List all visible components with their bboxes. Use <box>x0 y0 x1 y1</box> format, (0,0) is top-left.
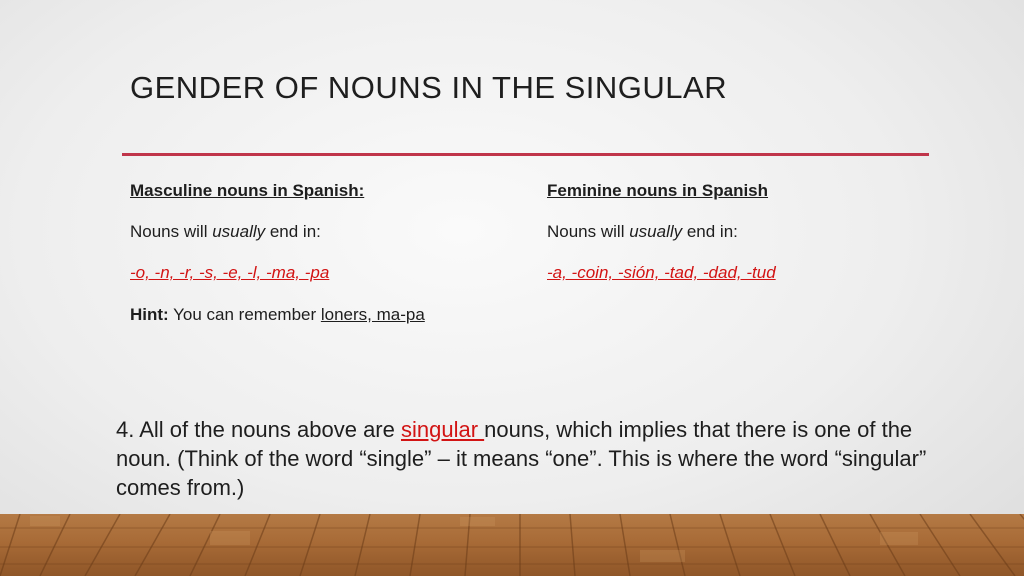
feminine-usually-suffix: end in: <box>682 222 738 241</box>
feminine-usually-line <box>547 221 738 242</box>
wood-floor <box>0 514 1024 576</box>
wood-floor-planks <box>0 514 1024 576</box>
note-suffix: nouns, which implies that there is one of the noun. (Think of the word “single” – it means “one”. This is where the word “singular” comes from.) <box>116 417 927 500</box>
feminine-heading: Feminine nouns in Spanish <box>547 181 769 200</box>
masculine-usually-prefix: Nouns will <box>130 222 213 241</box>
masculine-usually-suffix: end in: <box>265 222 321 241</box>
title-divider <box>122 153 929 156</box>
feminine-usually-prefix: Nouns will <box>547 222 630 241</box>
slide-title: GENDER OF NOUNS IN THE SINGULAR <box>130 70 728 105</box>
masculine-endings: -o, -n, -r, -s, -e, -l, -ma, -pa <box>130 263 330 282</box>
note-prefix: 4. All of the nouns above are <box>116 417 401 442</box>
masculine-usually-italic: usually <box>212 222 266 241</box>
note-highlight: singular <box>400 417 485 442</box>
hint-text: You can remember <box>168 305 321 324</box>
singular-note <box>116 415 946 502</box>
masculine-hint <box>130 304 425 325</box>
masculine-usually-line <box>130 221 321 242</box>
feminine-endings: -a, -coin, -sión, -tad, -dad, -tud <box>547 263 776 282</box>
masculine-heading: Masculine nouns in Spanish: <box>130 181 365 200</box>
hint-label: Hint: <box>130 305 169 324</box>
hint-mnemonic: loners, ma-pa <box>320 305 425 324</box>
feminine-usually-italic: usually <box>629 222 683 241</box>
